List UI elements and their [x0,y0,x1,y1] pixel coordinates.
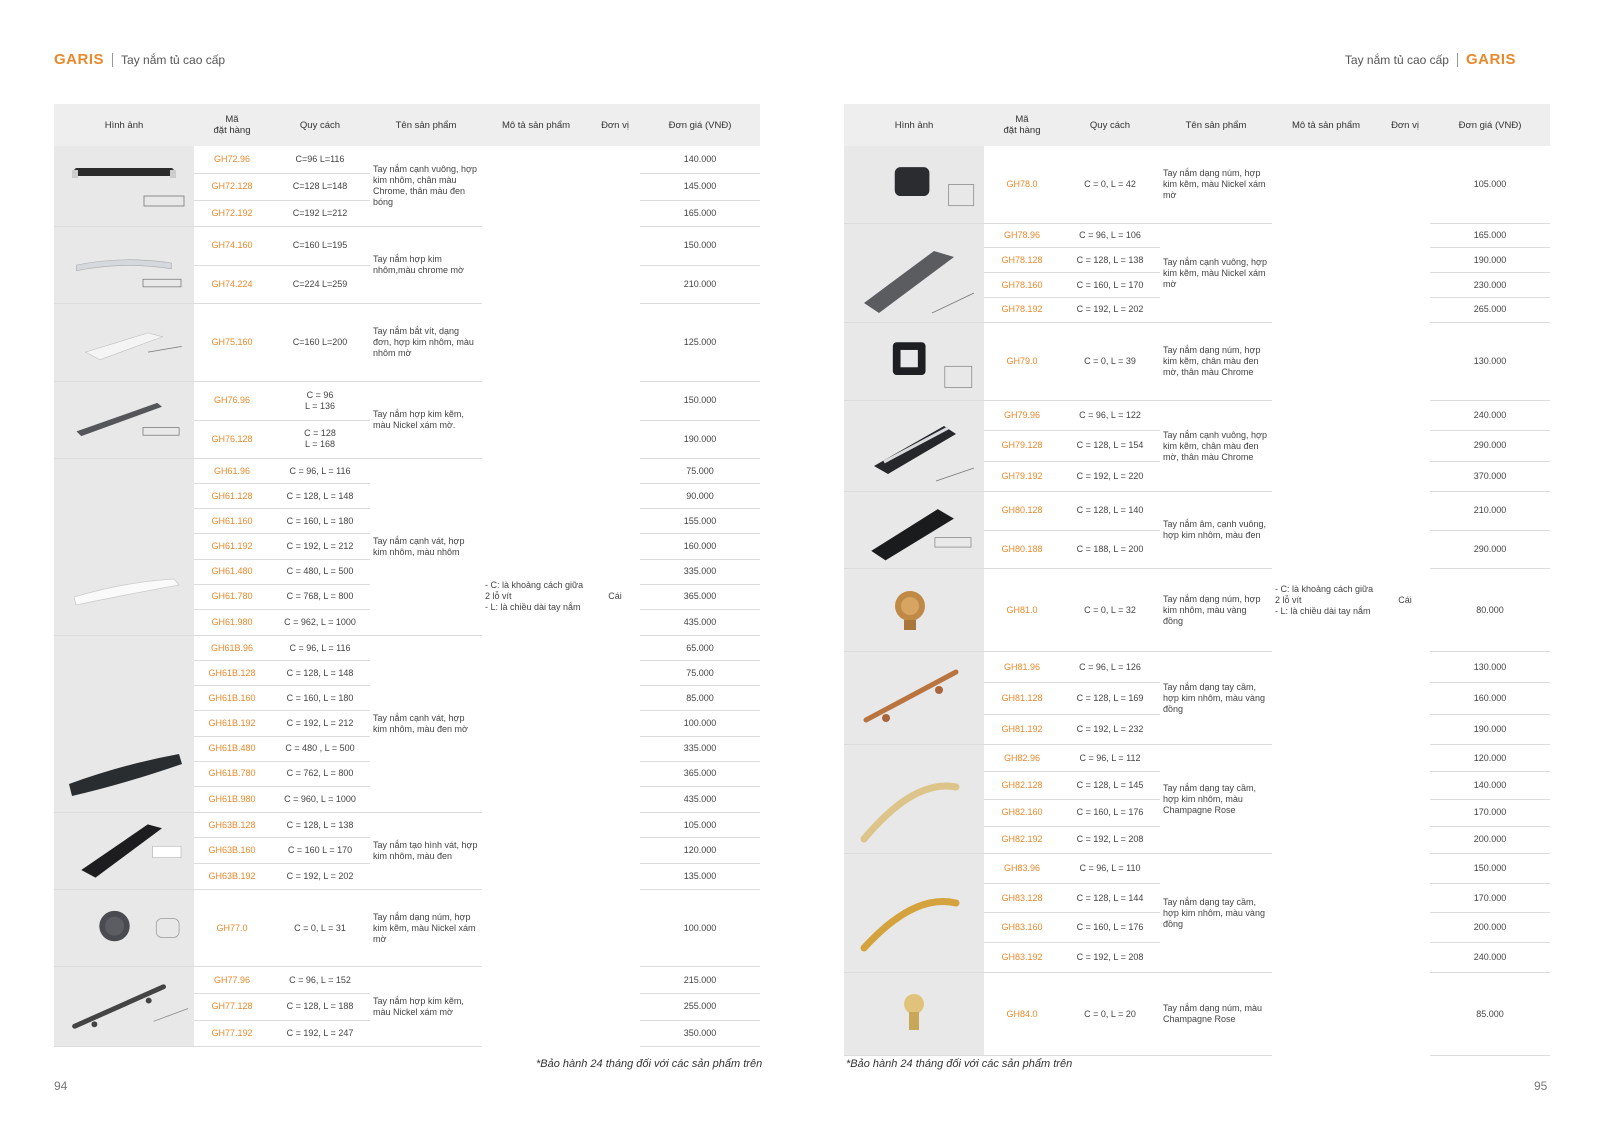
column-header: Tên sản phẩm [370,104,482,146]
table-row [844,973,1550,1056]
header-divider [112,53,113,67]
product-spec: C = 192, L = 202 [1060,297,1160,322]
product-code: GH61.192 [194,534,270,559]
unit-price: 150.000 [1430,854,1550,884]
product-name: Tay nắm cạnh vát, hợp kim nhôm, màu đen mờ [370,636,482,813]
product-spec: C = 160 L = 170 [270,838,370,863]
product-code: GH61.980 [194,609,270,635]
product-spec: C = 96, L = 122 [1060,401,1160,431]
table-row [54,146,760,173]
product-code: GH74.160 [194,227,270,266]
page-number: 95 [1534,1079,1548,1093]
product-spec: C = 192, L = 247 [270,1020,370,1046]
table-row [54,967,760,994]
product-spec: C=160 L=200 [270,304,370,382]
product-spec: C = 128, L = 138 [270,813,370,838]
product-spec: C = 128 L = 168 [270,420,370,459]
unit-label: Cái [608,590,622,601]
product-code: GH78.0 [984,146,1060,224]
product-spec: C = 128, L = 148 [270,484,370,509]
product-description: - C: là khoảng cách giữa 2 lỗ vít - L: là chiều dài tay nắm [1275,584,1374,617]
product-code: GH84.0 [984,973,1060,1056]
product-name: Tay nắm bắt vít, dạng đơn, hợp kim nhôm, màu nhôm mờ [370,304,482,382]
unit-price: 130.000 [1430,323,1550,401]
product-name: Tay nắm dạng núm, màu Champagne Rose [1160,973,1272,1056]
product-code: GH79.0 [984,323,1060,401]
table-header-row [844,104,1550,146]
product-code: GH83.160 [984,913,1060,942]
column-header: Quy cách [270,104,370,146]
unit-price: 365.000 [640,761,760,786]
product-code: GH82.192 [984,826,1060,853]
product-spec: C = 96, L = 116 [270,459,370,484]
product-name: Tay nắm dạng núm, hợp kim kẽm, màu Nickel xám mờ [370,890,482,967]
unit-price: 125.000 [640,304,760,382]
unit-price: 120.000 [640,838,760,863]
u-handle-nickel-icon [844,224,984,322]
product-code: GH61B.96 [194,636,270,661]
product-image [54,459,194,636]
product-code: GH76.128 [194,420,270,459]
table-row [844,492,1550,531]
product-code: GH72.192 [194,200,270,226]
product-spec: C = 0, L = 31 [270,890,370,967]
unit-price: 165.000 [640,200,760,226]
product-spec: C = 480 , L = 500 [270,736,370,761]
product-code: GH82.96 [984,745,1060,772]
unit-price: 140.000 [1430,772,1550,799]
bar-handle-chrome-icon [54,227,194,303]
table-row [54,890,760,967]
arch-handle-champagne-icon [844,745,984,853]
unit-price: 75.000 [640,459,760,484]
brand-logo: GARIS [54,51,105,68]
product-code: GH72.96 [194,146,270,173]
column-header: Hình ảnh [54,104,194,146]
product-image [54,813,194,890]
product-name: Tay nắm dạng tay cầm, hợp kim nhôm, màu vàng đồng [1160,652,1272,745]
column-header: Mô tả sản phẩm [1272,104,1380,146]
unit-price: 240.000 [1430,401,1550,431]
product-spec: C = 96, L = 112 [1060,745,1160,772]
knob-gold-icon [844,569,984,651]
unit-price: 130.000 [1430,652,1550,683]
product-spec: C=128 L=148 [270,173,370,200]
product-spec: C = 160, L = 176 [1060,799,1160,826]
unit-price: 230.000 [1430,273,1550,297]
product-code: GH78.192 [984,297,1060,322]
catalog-subtitle: Tay nắm tủ cao cấp [121,52,226,67]
product-image [844,492,984,569]
product-spec: C = 762, L = 800 [270,761,370,786]
product-code: GH80.188 [984,530,1060,569]
unit-price: 200.000 [1430,913,1550,942]
product-code: GH81.96 [984,652,1060,683]
unit-price: 170.000 [1430,799,1550,826]
bevel-handle-silver-icon [54,459,194,635]
unit-price: 135.000 [640,863,760,889]
unit-price: 335.000 [640,736,760,761]
tab-handle-black-icon [54,813,194,889]
product-code: GH79.96 [984,401,1060,431]
unit-price: 215.000 [640,967,760,994]
table-row [844,146,1550,224]
product-code: GH82.160 [984,799,1060,826]
product-spec: C = 0, L = 20 [1060,973,1160,1056]
product-code: GH74.224 [194,265,270,304]
product-spec: C = 96, L = 110 [1060,854,1160,884]
unit-price: 85.000 [1430,973,1550,1056]
product-code: GH61.160 [194,509,270,534]
table-row [844,652,1550,683]
product-spec: C = 160, L = 176 [1060,913,1160,942]
unit-price: 265.000 [1430,297,1550,322]
product-name: Tay nắm tạo hình vát, hợp kim nhôm, màu đen [370,813,482,890]
bar-handle-black-chrome-icon [54,146,194,226]
product-code: GH63B.128 [194,813,270,838]
unit-price: 290.000 [1430,431,1550,461]
t-bar-handle-gold-icon [844,652,984,744]
product-spec: C=160 L=195 [270,227,370,266]
product-spec: C = 960, L = 1000 [270,786,370,812]
unit-price: 160.000 [640,534,760,559]
unit-price: 100.000 [640,711,760,736]
product-spec: C = 96, L = 106 [1060,224,1160,248]
product-name: Tay nắm cạnh vuông, hợp kim kẽm, chân màu đen mờ, thân màu Chrome [1160,401,1272,492]
product-name: Tay nắm hợp kim kẽm, màu Nickel xám mờ [370,967,482,1047]
column-header: Mô tả sản phẩm [482,104,590,146]
product-spec: C = 962, L = 1000 [270,609,370,635]
price-table-right [844,104,1550,1056]
product-name: Tay nắm âm, cạnh vuông, hợp kim nhôm, màu đen [1160,492,1272,569]
unit-price: 150.000 [640,227,760,266]
product-name: Tay nắm cạnh vát, hợp kim nhôm, màu nhôm [370,459,482,636]
column-header: Đơn vị [1380,104,1430,146]
table-row [844,569,1550,652]
table-row [844,745,1550,772]
product-spec: C = 0, L = 32 [1060,569,1160,652]
unit-price: 85.000 [640,686,760,711]
u-handle-black-chrome-icon [844,401,984,491]
product-code: GH77.128 [194,994,270,1020]
product-image [54,890,194,967]
column-header: Hình ảnh [844,104,984,146]
unit-price: 335.000 [640,559,760,584]
product-code: GH61B.192 [194,711,270,736]
product-spec: C = 96, L = 116 [270,636,370,661]
product-name: Tay nắm hợp kim kẽm, màu Nickel xám mờ. [370,382,482,459]
product-image [54,304,194,382]
product-spec: C = 160, L = 180 [270,686,370,711]
unit-price: 255.000 [640,994,760,1020]
product-name: Tay nắm hợp kim nhôm,màu chrome mờ [370,227,482,304]
bevel-handle-black-icon [54,636,194,812]
product-code: GH80.128 [984,492,1060,531]
unit-price: 210.000 [640,265,760,304]
product-spec: C = 192, L = 212 [270,711,370,736]
product-spec: C = 192, L = 212 [270,534,370,559]
unit-price: 140.000 [640,146,760,173]
product-name: Tay nắm dạng núm, hợp kim nhôm, màu vàng đồng [1160,569,1272,652]
product-spec: C = 192, L = 232 [1060,714,1160,744]
product-name: Tay nắm dạng tay cầm, hợp kim nhôm, màu vàng đồng [1160,854,1272,973]
product-image [844,854,984,973]
unit-price: 435.000 [640,609,760,635]
product-image [844,323,984,401]
product-name: Tay nắm dạng núm, hợp kim kẽm, màu Nickel xám mờ [1160,146,1272,224]
table-row [54,636,760,661]
product-spec: C = 0, L = 39 [1060,323,1160,401]
recessed-handle-black-icon [844,492,984,568]
product-spec: C = 128, L = 144 [1060,884,1160,913]
t-bar-handle-nickel-icon [54,967,194,1046]
product-code: GH61B.128 [194,661,270,686]
ball-knob-champagne-icon [844,973,984,1055]
unit-price: 105.000 [1430,146,1550,224]
warranty-note: *Bảo hành 24 tháng đối với các sản phẩm trên [846,1058,1073,1070]
product-code: GH61B.980 [194,786,270,812]
column-header: Mã đặt hàng [984,104,1060,146]
product-code: GH61.480 [194,559,270,584]
unit-price: 80.000 [1430,569,1550,652]
unit-label: Cái [1398,595,1412,606]
header-divider [1457,53,1458,67]
column-header: Tên sản phẩm [1160,104,1272,146]
square-knob-black-chrome-icon [844,323,984,400]
column-header: Đơn giá (VNĐ) [640,104,760,146]
product-code: GH77.192 [194,1020,270,1046]
bar-handle-nickel-icon [54,382,194,458]
product-code: GH61B.780 [194,761,270,786]
product-code: GH76.96 [194,382,270,421]
unit-price: 190.000 [1430,248,1550,273]
unit-price: 365.000 [640,584,760,609]
product-spec: C = 96, L = 152 [270,967,370,994]
product-code: GH63B.160 [194,838,270,863]
product-code: GH79.128 [984,431,1060,461]
product-spec: C = 128, L = 169 [1060,683,1160,714]
unit-price: 190.000 [640,420,760,459]
product-code: GH61.96 [194,459,270,484]
unit-price: 435.000 [640,786,760,812]
unit-price: 90.000 [640,484,760,509]
product-spec: C=192 L=212 [270,200,370,226]
arch-handle-gold-icon [844,854,984,972]
product-code: GH72.128 [194,173,270,200]
unit-price: 350.000 [640,1020,760,1046]
product-spec: C = 128, L = 154 [1060,431,1160,461]
product-spec: C = 0, L = 42 [1060,146,1160,224]
unit-price: 120.000 [1430,745,1550,772]
unit-price: 75.000 [640,661,760,686]
product-code: GH81.192 [984,714,1060,744]
unit-price: 150.000 [640,382,760,421]
product-code: GH78.96 [984,224,1060,248]
unit-price: 105.000 [640,813,760,838]
unit-price: 165.000 [1430,224,1550,248]
table-row [844,854,1550,884]
product-code: GH81.128 [984,683,1060,714]
product-spec: C = 768, L = 800 [270,584,370,609]
product-spec: C = 192, L = 220 [1060,461,1160,491]
column-header: Đơn giá (VNĐ) [1430,104,1550,146]
table-row [54,813,760,838]
catalog-subtitle: Tay nắm tủ cao cấp [1344,52,1449,67]
unit-price: 200.000 [1430,826,1550,853]
product-name: Tay nắm cạnh vuông, hợp kim nhôm, chân màu Chrome, thân màu đen bóng [370,146,482,227]
product-code: GH61.780 [194,584,270,609]
product-code: GH75.160 [194,304,270,382]
unit-price: 160.000 [1430,683,1550,714]
product-spec: C = 96 L = 136 [270,382,370,421]
page-number: 94 [54,1079,68,1093]
column-header: Mã đặt hàng [194,104,270,146]
product-spec: C = 96, L = 126 [1060,652,1160,683]
unit-price: 100.000 [640,890,760,967]
product-image [844,146,984,224]
price-table-left [54,104,760,1047]
product-spec: C = 128, L = 138 [1060,248,1160,273]
product-code: GH78.160 [984,273,1060,297]
table-row [844,401,1550,431]
product-spec: C = 192, L = 208 [1060,942,1160,972]
product-spec: C = 192, L = 208 [1060,826,1160,853]
product-image [844,569,984,652]
product-spec: C = 128, L = 145 [1060,772,1160,799]
product-spec: C = 480, L = 500 [270,559,370,584]
product-code: GH78.128 [984,248,1060,273]
product-name: Tay nắm cạnh vuông, hợp kim kẽm, màu Nickel xám mờ [1160,224,1272,323]
product-code: GH82.128 [984,772,1060,799]
header-right [1345,51,1516,68]
unit-price: 190.000 [1430,714,1550,744]
edge-profile-handle-icon [54,304,194,381]
knob-nickel-icon [54,890,194,966]
unit-price: 145.000 [640,173,760,200]
product-spec: C = 128, L = 140 [1060,492,1160,531]
column-header: Đơn vị [590,104,640,146]
header-left [54,51,225,68]
product-image [54,382,194,459]
unit-price: 170.000 [1430,884,1550,913]
column-header: Quy cách [1060,104,1160,146]
product-spec: C = 128, L = 148 [270,661,370,686]
product-image [54,967,194,1047]
table-row [54,227,760,266]
product-code: GH61B.160 [194,686,270,711]
product-code: GH77.96 [194,967,270,994]
product-name: Tay nắm dạng tay cầm, hợp kim nhôm, màu Champagne Rose [1160,745,1272,854]
unit-price: 210.000 [1430,492,1550,531]
product-code: GH61.128 [194,484,270,509]
product-spec: C = 192, L = 202 [270,863,370,889]
product-image [54,227,194,304]
product-name: Tay nắm dạng núm, hợp kim kẽm, chân màu đen mờ, thân màu Chrome [1160,323,1272,401]
product-code: GH83.192 [984,942,1060,972]
product-spec: C = 128, L = 188 [270,994,370,1020]
unit-price: 65.000 [640,636,760,661]
product-image [844,652,984,745]
square-knob-nickel-icon [844,146,984,223]
product-image [844,401,984,492]
product-code: GH81.0 [984,569,1060,652]
table-row [54,382,760,421]
unit-price: 240.000 [1430,942,1550,972]
unit-price: 290.000 [1430,530,1550,569]
product-code: GH83.128 [984,884,1060,913]
product-image [54,146,194,227]
product-image [844,224,984,323]
table-row [844,323,1550,401]
warranty-note: *Bảo hành 24 tháng đối với các sản phẩm trên [536,1058,763,1070]
product-code: GH83.96 [984,854,1060,884]
table-row [54,304,760,382]
product-image [54,636,194,813]
product-image [844,745,984,854]
unit-price: 370.000 [1430,461,1550,491]
brand-logo: GARIS [1465,51,1516,68]
table-row [54,459,760,484]
product-spec: C=224 L=259 [270,265,370,304]
table-header-row [54,104,760,146]
product-code: GH61B.480 [194,736,270,761]
product-spec: C=96 L=116 [270,146,370,173]
product-description: - C: là khoảng cách giữa 2 lỗ vít - L: là chiều dài tay nắm [485,579,584,612]
product-code: GH63B.192 [194,863,270,889]
product-image [844,973,984,1056]
unit-price: 155.000 [640,509,760,534]
product-spec: C = 160, L = 170 [1060,273,1160,297]
product-code: GH79.192 [984,461,1060,491]
product-code: GH77.0 [194,890,270,967]
product-spec: C = 188, L = 200 [1060,530,1160,569]
product-spec: C = 160, L = 180 [270,509,370,534]
table-row [844,224,1550,248]
